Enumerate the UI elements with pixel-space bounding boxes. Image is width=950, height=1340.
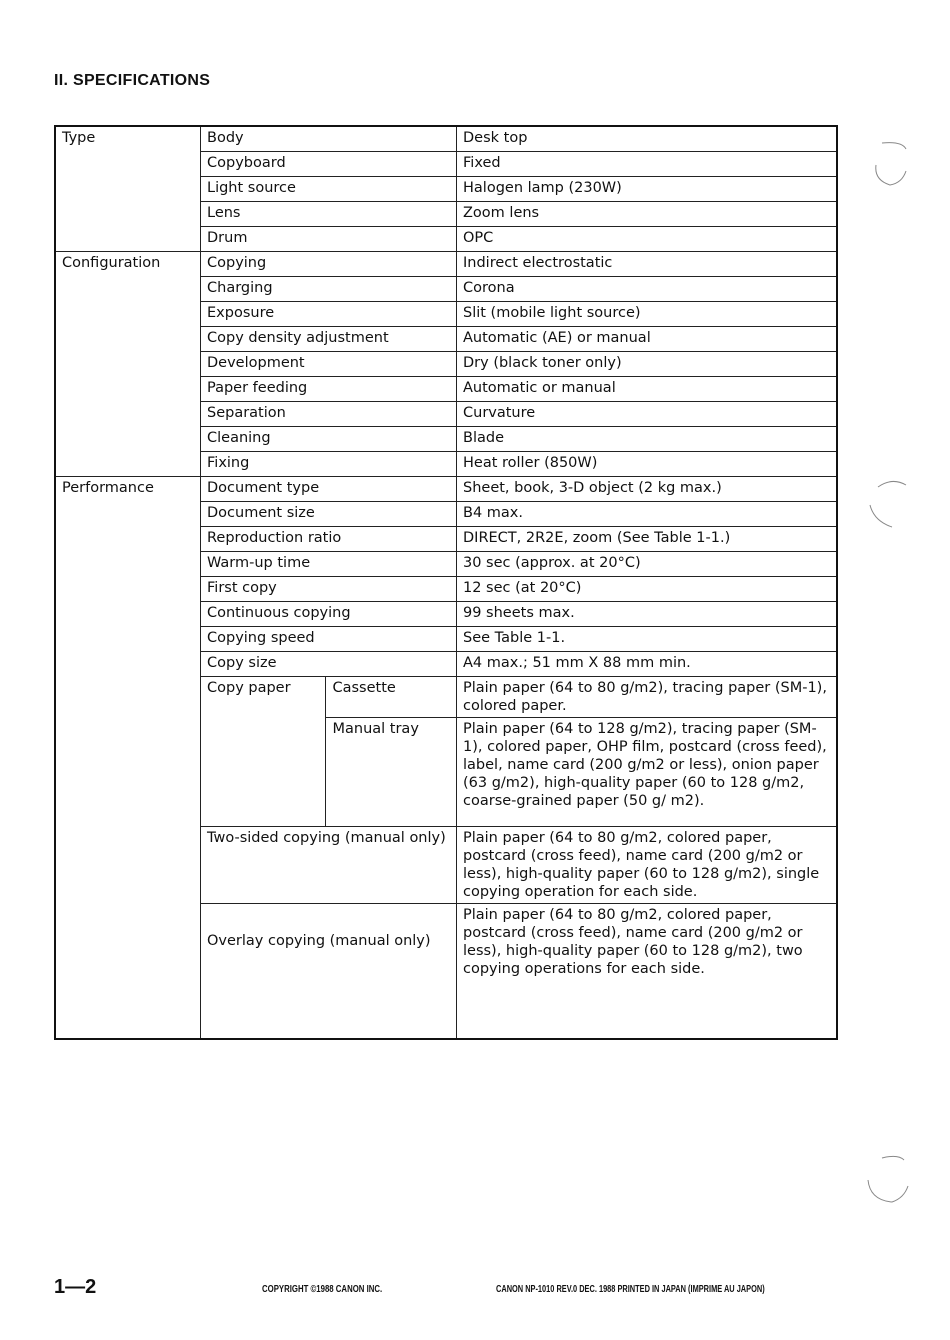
table-row — [55, 126, 837, 152]
table-row — [55, 252, 837, 277]
table-row — [55, 477, 837, 502]
spec-item: Copy density adjustment — [201, 327, 457, 352]
spec-item: Separation — [201, 402, 457, 427]
spec-value: Corona — [457, 277, 838, 302]
spec-item: Reproduction ratio — [201, 527, 457, 552]
spec-value: Plain paper (64 to 80 g/m2, colored paper, postcard (cross feed), name card (200 g/m2 or less), high-quality paper (60 to 128 g/m2), single copying operation for each side. — [457, 827, 838, 904]
spec-item: Lens — [201, 202, 457, 227]
spec-item: Charging — [201, 277, 457, 302]
spec-item: Copy size — [201, 652, 457, 677]
spec-value: 12 sec (at 20°C) — [457, 577, 838, 602]
print-info: CANON NP-1010 REV.0 DEC. 1988 PRINTED IN JAPAN (IMPRIME AU JAPON) — [496, 1284, 765, 1295]
spec-value: Dry (black toner only) — [457, 352, 838, 377]
spec-value: Automatic or manual — [457, 377, 838, 402]
spec-item: Copyboard — [201, 152, 457, 177]
spec-value: Curvature — [457, 402, 838, 427]
spec-value: Slit (mobile light source) — [457, 302, 838, 327]
spec-item: Paper feeding — [201, 377, 457, 402]
copyright-notice: COPYRIGHT ©1988 CANON INC. — [262, 1284, 383, 1295]
spec-item: Overlay copying (manual only) — [201, 904, 457, 1040]
spec-item: Document type — [201, 477, 457, 502]
spec-item: Body — [201, 126, 457, 152]
spec-item: Fixing — [201, 452, 457, 477]
spec-subitem: Cassette — [326, 677, 457, 718]
spec-value: Blade — [457, 427, 838, 452]
spec-value: 99 sheets max. — [457, 602, 838, 627]
spec-item: Drum — [201, 227, 457, 252]
specifications-table — [54, 125, 838, 1040]
spec-value: A4 max.; 51 mm X 88 mm min. — [457, 652, 838, 677]
spec-value: OPC — [457, 227, 838, 252]
group-label-configuration: Configuration — [55, 252, 201, 477]
spec-item: Continuous copying — [201, 602, 457, 627]
scan-artifact-icon — [862, 475, 912, 535]
spec-value: Desk top — [457, 126, 838, 152]
spec-item: First copy — [201, 577, 457, 602]
spec-value: Plain paper (64 to 80 g/m2), tracing paper (SM-1), colored paper. — [457, 677, 838, 718]
spec-value: See Table 1-1. — [457, 627, 838, 652]
spec-value: DIRECT, 2R2E, zoom (See Table 1-1.) — [457, 527, 838, 552]
page-number: 1—2 — [54, 1276, 97, 1298]
section-title: II. SPECIFICATIONS — [54, 72, 211, 89]
spec-item: Exposure — [201, 302, 457, 327]
spec-item: Copying — [201, 252, 457, 277]
spec-value: B4 max. — [457, 502, 838, 527]
group-label-performance: Performance — [55, 477, 201, 1040]
spec-subitem: Manual tray — [326, 718, 457, 827]
group-label-type: Type — [55, 126, 201, 252]
spec-item: Document size — [201, 502, 457, 527]
spec-value: Fixed — [457, 152, 838, 177]
spec-value: Heat roller (850W) — [457, 452, 838, 477]
spec-value: Plain paper (64 to 128 g/m2), tracing paper (SM-1), colored paper, OHP film, postcard (cross feed), label, name card (200 g/m2 or less), onion paper (63 g/m2), high-quality paper (60 to 128 g/m2, coarse-grained paper (50 g/ m2). — [457, 718, 838, 827]
spec-item: Development — [201, 352, 457, 377]
spec-value: Halogen lamp (230W) — [457, 177, 838, 202]
spec-item: Warm-up time — [201, 552, 457, 577]
spec-item: Two-sided copying (manual only) — [201, 827, 457, 904]
spec-item: Copying speed — [201, 627, 457, 652]
spec-value: Automatic (AE) or manual — [457, 327, 838, 352]
spec-item: Light source — [201, 177, 457, 202]
scan-artifact-icon — [862, 135, 912, 195]
spec-item-copy-paper: Copy paper — [201, 677, 326, 827]
scan-artifact-icon — [862, 1150, 912, 1210]
spec-value: Plain paper (64 to 80 g/m2, colored paper, postcard (cross feed), name card (200 g/m2 or less), high-quality paper (60 to 128 g/m2), two copying operations for each side. — [457, 904, 838, 1040]
spec-item: Cleaning — [201, 427, 457, 452]
spec-value: Zoom lens — [457, 202, 838, 227]
spec-value: Sheet, book, 3-D object (2 kg max.) — [457, 477, 838, 502]
spec-value: Indirect electrostatic — [457, 252, 838, 277]
spec-value: 30 sec (approx. at 20°C) — [457, 552, 838, 577]
